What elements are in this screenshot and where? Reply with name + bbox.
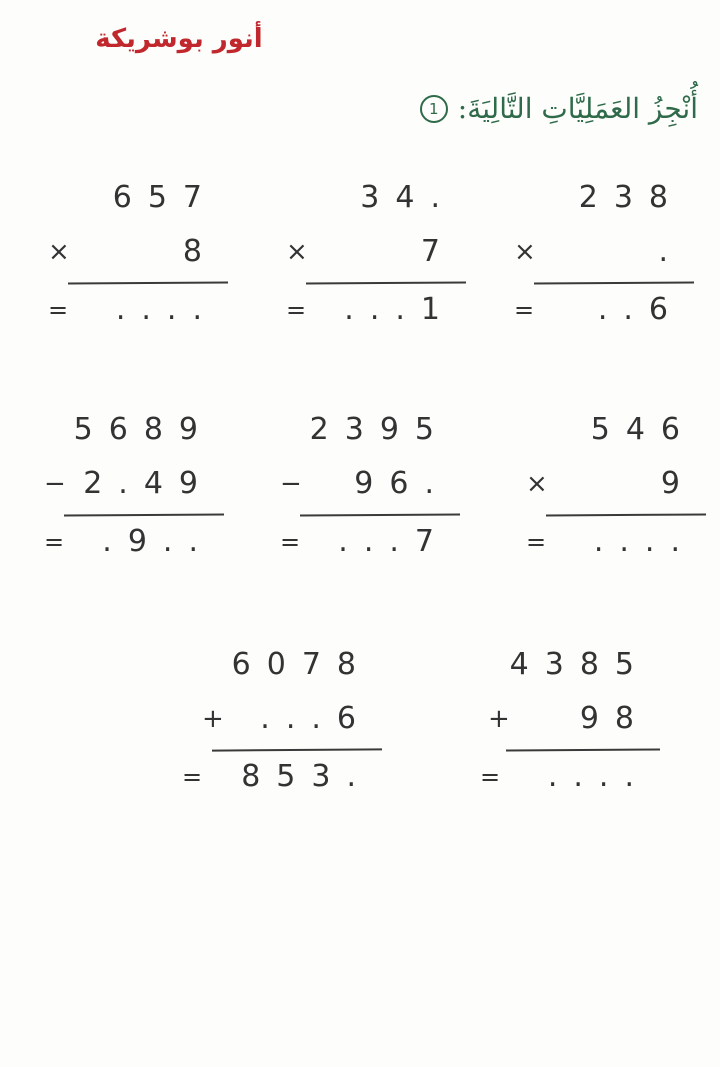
equals-sign: =: [48, 296, 69, 324]
result-blank: 853.: [241, 759, 372, 794]
result-blank: ....: [115, 292, 218, 327]
result-line: [68, 281, 228, 284]
operator-sign: −: [280, 469, 302, 499]
operation-1: [48, 178, 228, 338]
instruction-text: أُنْجِزُ العَمَلِيَّاتِ التَّالِيَةَ:: [457, 92, 698, 125]
operand-top: 4385: [509, 647, 650, 682]
result-blank: ..6: [597, 292, 684, 327]
author-name: أنور بوشريكة: [95, 24, 263, 54]
operand-bottom: 96.: [354, 466, 450, 501]
result-line: [306, 281, 466, 284]
equals-sign: =: [44, 528, 65, 556]
result-blank: ...1: [344, 292, 456, 327]
equals-sign: =: [526, 528, 547, 556]
operand-bottom: 2.49: [83, 466, 214, 501]
operator-sign: +: [202, 704, 224, 734]
operation-8: [480, 645, 660, 805]
operand-top: 238: [578, 180, 684, 215]
operation-7: [182, 645, 382, 805]
equals-sign: =: [480, 763, 501, 791]
exercise-instruction: [420, 92, 698, 125]
result-line: [212, 748, 382, 751]
operand-bottom: 9: [660, 466, 696, 501]
operand-top: 6078: [231, 647, 372, 682]
result-line: [546, 513, 706, 516]
equals-sign: =: [182, 763, 203, 791]
operation-6: [526, 410, 706, 570]
operand-top: 34.: [360, 180, 456, 215]
operand-bottom: ...6: [260, 701, 372, 736]
operator-sign: ×: [526, 469, 548, 499]
operand-bottom: 98: [579, 701, 650, 736]
operand-bottom: 8: [182, 234, 218, 269]
equals-sign: =: [280, 528, 301, 556]
operator-sign: ×: [286, 237, 308, 267]
operand-bottom: .: [658, 234, 684, 269]
operand-top: 2395: [309, 412, 450, 447]
result-blank: ....: [547, 759, 650, 794]
operand-top: 5689: [73, 412, 214, 447]
operator-sign: +: [488, 704, 510, 734]
result-line: [506, 748, 660, 751]
operand-bottom: 7: [420, 234, 456, 269]
result-line: [64, 513, 224, 516]
result-blank: ....: [593, 524, 696, 559]
operation-4: [44, 410, 224, 570]
operator-sign: −: [44, 469, 66, 499]
operand-top: 546: [590, 412, 696, 447]
result-blank: .9..: [102, 524, 214, 559]
operation-2: [286, 178, 466, 338]
equals-sign: =: [286, 296, 307, 324]
result-line: [300, 513, 460, 516]
equals-sign: =: [514, 296, 535, 324]
operator-sign: ×: [514, 237, 536, 267]
operation-3: [514, 178, 694, 338]
operator-sign: ×: [48, 237, 70, 267]
operand-top: 657: [112, 180, 218, 215]
operation-5: [280, 410, 460, 570]
exercise-number-badge: 1: [420, 95, 448, 123]
result-blank: ...7: [338, 524, 450, 559]
result-line: [534, 281, 694, 284]
